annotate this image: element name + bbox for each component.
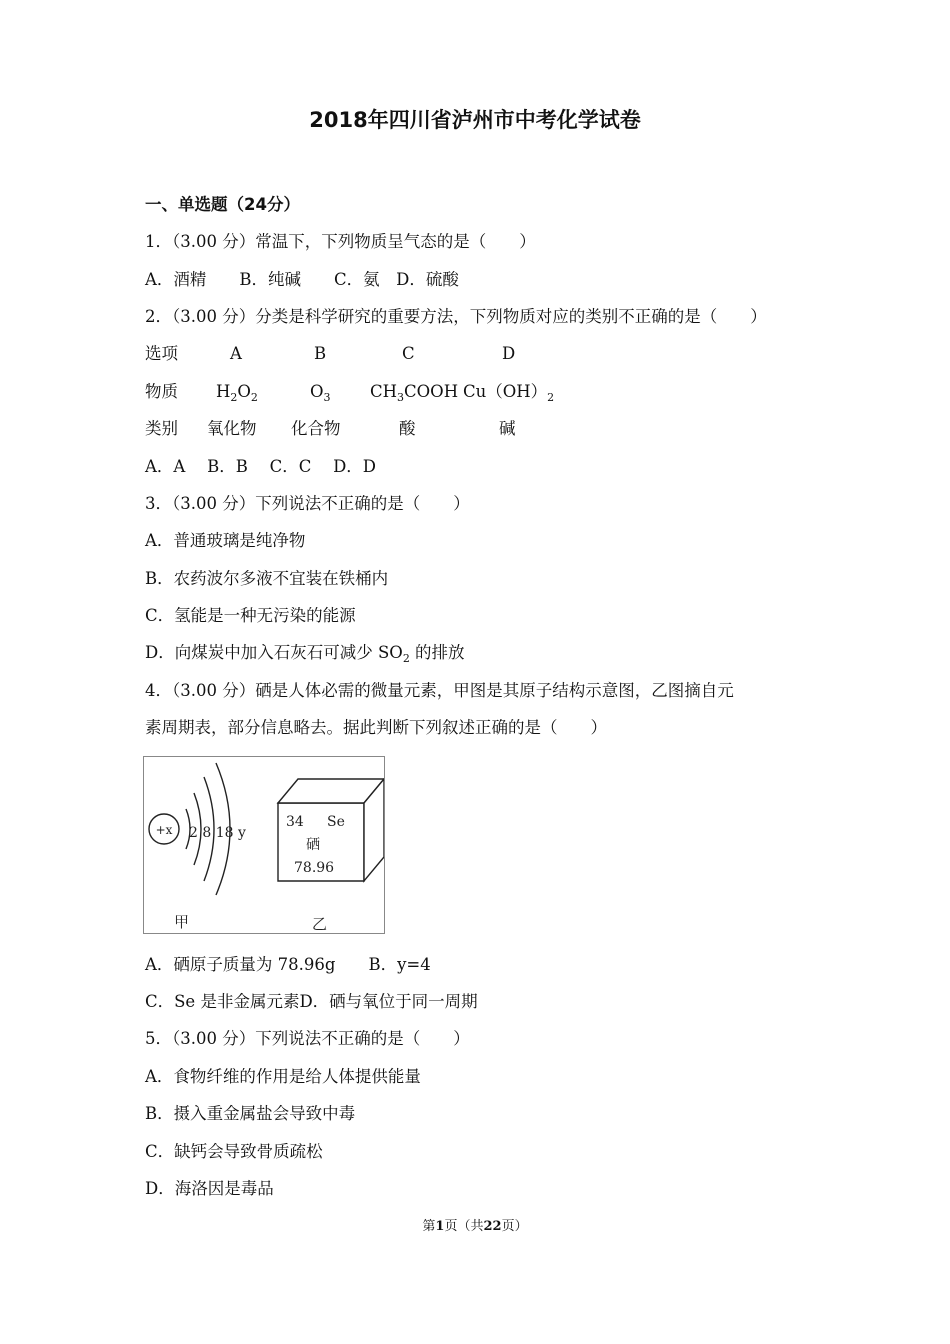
q5-option-d: D．海洛因是毒品 xyxy=(145,1179,274,1198)
formula-o3: $O_3$ xyxy=(310,382,331,404)
formula-cuoh2: $Cu(OH)_2$ xyxy=(463,382,555,404)
section-heading: 一、单选题（24分） xyxy=(145,195,300,214)
category-d: 碱 xyxy=(499,419,516,438)
q5-stem: 5．（3.00 分）下列说法不正确的是（ ） xyxy=(145,1029,470,1048)
q3-option-d: D．向煤炭中加入石灰石可减少 $SO_2$ 的排放 xyxy=(145,643,465,665)
table-header-b: B xyxy=(314,344,327,363)
atomic-mass: 78.96 xyxy=(294,860,335,876)
label-yi: 乙 xyxy=(312,915,328,933)
formula-h2o2: $H_2O_2$ xyxy=(216,382,258,404)
category-c: 酸 xyxy=(399,419,416,438)
q5-option-b: B．摄入重金属盐会导致中毒 xyxy=(145,1104,356,1123)
q3-option-a: A．普通玻璃是纯净物 xyxy=(145,531,306,550)
selenium-figure xyxy=(143,756,385,934)
element-name: 硒 xyxy=(306,837,320,853)
q2-options: A．A B．B C．C D．D xyxy=(145,457,377,476)
q4-options-row2: C．Se 是非金属元素D．硒与氧位于同一周期 xyxy=(145,992,478,1011)
table-header-a: A xyxy=(230,344,242,363)
label-jia: 甲 xyxy=(174,913,190,931)
q4-stem-line2: 素周期表，部分信息略去。据此判断下列叙述正确的是（ ） xyxy=(145,718,607,737)
atomic-number: 34 xyxy=(286,814,304,830)
table-header-c: C xyxy=(402,344,415,363)
q3-option-c: C．氢能是一种无污染的能源 xyxy=(145,606,356,625)
nucleus-label: +x xyxy=(155,823,173,837)
q4-stem-line1: 4．（3.00 分）硒是人体必需的微量元素，甲图是其原子结构示意图，乙图摘自元 xyxy=(145,681,734,700)
category-b: 化合物 xyxy=(291,419,341,438)
page-title: 2018年四川省泸州市中考化学试卷 xyxy=(309,108,641,132)
electron-counts: 2 8 18 y xyxy=(189,825,246,841)
q3-option-b: B．农药波尔多液不宜装在铁桶内 xyxy=(145,569,389,588)
table-header-d: D xyxy=(502,344,516,363)
q5-option-c: C．缺钙会导致骨质疏松 xyxy=(145,1142,323,1161)
table-header-label: 选项 xyxy=(145,344,178,363)
table-row-label-substance: 物质 xyxy=(145,382,178,401)
page-footer: 第1页（共22页） xyxy=(422,1219,528,1234)
q1-stem: 1．（3.00 分）常温下，下列物质呈气态的是（ ） xyxy=(145,232,536,251)
q3-stem: 3．（3.00 分）下列说法不正确的是（ ） xyxy=(145,494,470,513)
q2-stem: 2．（3.00 分）分类是科学研究的重要方法，下列物质对应的类别不正确的是（ ） xyxy=(145,307,767,326)
element-symbol: Se xyxy=(327,814,345,830)
q1-options: A．酒精 B．纯碱 C．氨 D．硫酸 xyxy=(145,270,459,289)
formula-ch3cooh: $CH_3COOH$ xyxy=(370,382,459,404)
q5-option-a: A．食物纤维的作用是给人体提供能量 xyxy=(145,1067,421,1086)
q4-options-row1: A．硒原子质量为 78.96g B．y=4 xyxy=(145,955,431,974)
category-a: 氧化物 xyxy=(207,419,257,438)
selenium-diagram xyxy=(144,757,384,933)
table-row-label-category: 类别 xyxy=(145,419,178,438)
